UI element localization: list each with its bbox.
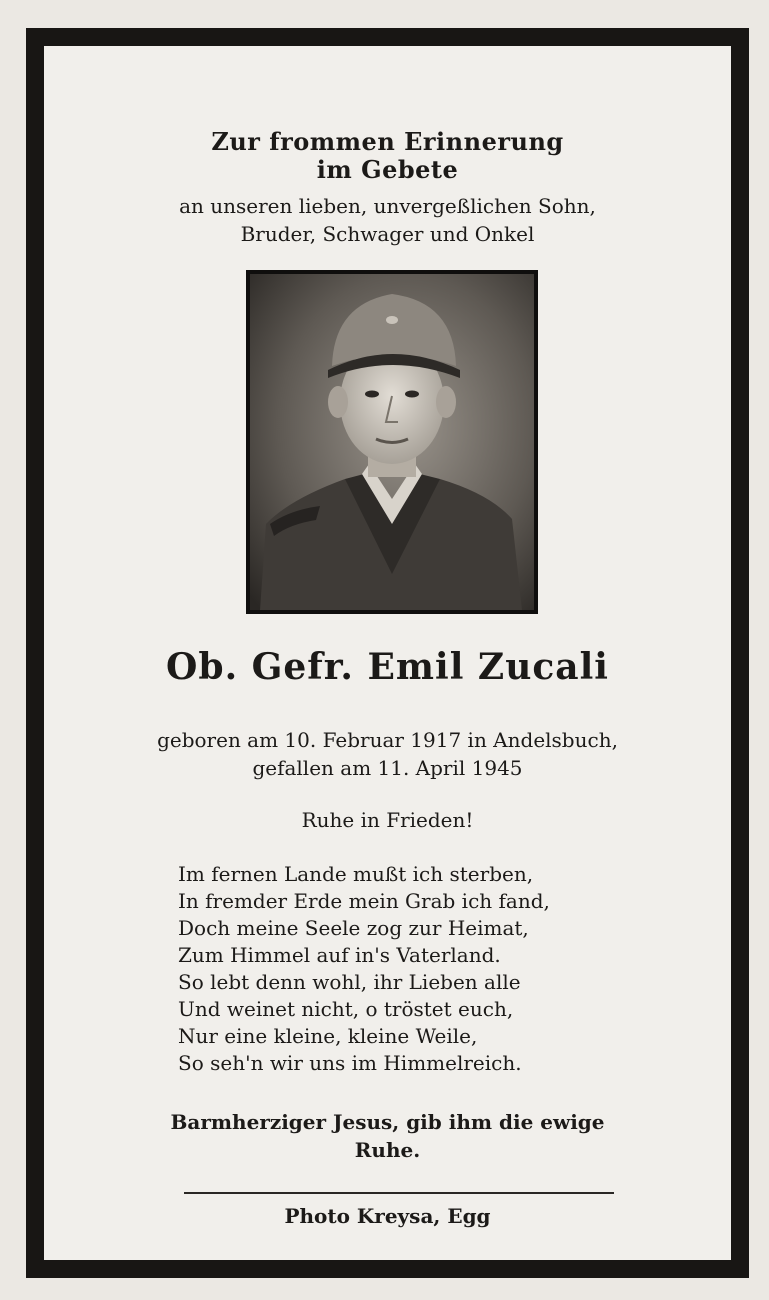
heading-line-2: im Gebete (316, 155, 459, 184)
death-line: gefallen am 11. April 1945 (252, 756, 523, 780)
photo-credit: Photo Kreysa, Egg (284, 1204, 491, 1228)
poem-line: So seh'n wir uns im Himmelreich. (178, 1051, 522, 1075)
poem-line: So lebt denn wohl, ihr Lieben alle (178, 970, 521, 994)
dedication-line-1: an unseren lieben, unvergeßlichen Sohn, (179, 194, 596, 218)
poem-line: Zum Himmel auf in's Vaterland. (178, 943, 501, 967)
portrait-image (250, 274, 534, 610)
memorial-card (26, 28, 749, 1278)
prayer-line-1: Barmherziger Jesus, gib ihm die ewige (170, 1110, 605, 1134)
poem-line: Und weinet nicht, o tröstet euch, (178, 997, 514, 1021)
portrait-photo (246, 270, 538, 614)
life-dates (44, 726, 731, 782)
poem-line: Doch meine Seele zog zur Heimat, (178, 916, 529, 940)
dedication-line-2: Bruder, Schwager und Onkel (240, 222, 535, 246)
poem-line: In fremder Erde mein Grab ich fand, (178, 889, 550, 913)
prayer (44, 1108, 731, 1164)
rest-in-peace: Ruhe in Frieden! (301, 808, 474, 832)
poem-line: Im fernen Lande mußt ich sterben, (178, 862, 534, 886)
card-paper (44, 46, 731, 1260)
birth-line: geboren am 10. Februar 1917 in Andelsbuch, (157, 728, 618, 752)
dedication (44, 192, 731, 248)
prayer-line-2: Ruhe. (354, 1138, 421, 1162)
memorial-poem (178, 861, 550, 1077)
heading-line-1: Zur frommen Erinnerung (211, 127, 564, 156)
deceased-name: Ob. Gefr. Emil Zucali (166, 646, 609, 688)
divider (184, 1192, 614, 1194)
card-heading (44, 128, 731, 184)
poem-line: Nur eine kleine, kleine Weile, (178, 1024, 478, 1048)
